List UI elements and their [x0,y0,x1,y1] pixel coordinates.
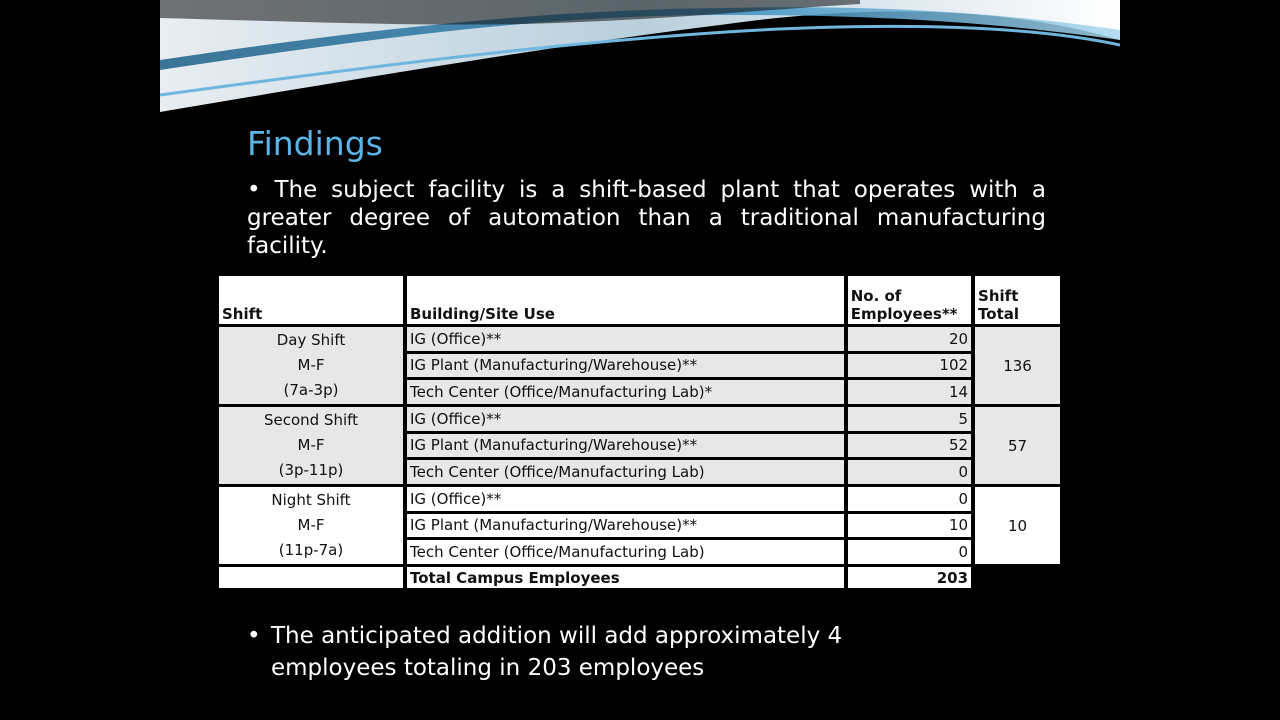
employees-cell: 0 [848,460,971,484]
bullet-addition [247,620,927,684]
use-cell: Tech Center (Office/Manufacturing Lab) [407,460,844,484]
use-cell: IG Plant (Manufacturing/Warehouse)** [407,354,844,378]
shift-cell [219,487,403,564]
shift-cell [219,327,403,404]
shift-total-cell: 57 [975,407,1060,484]
employees-cell: 20 [848,327,971,351]
total-blank [219,567,403,588]
employees-cell: 14 [848,380,971,404]
total-empty [975,567,1060,588]
shift-total-cell: 136 [975,327,1060,404]
bullet-addition-text: The anticipated addition will add approximately 4 employees totaling in 203 employees [271,623,843,681]
employees-cell: 102 [848,354,971,378]
wave-banner [160,0,1120,115]
employees-cell: 0 [848,540,971,564]
total-value: 203 [848,567,971,588]
shift-name: Night Shift [271,491,351,509]
table-row [219,487,1060,511]
slide [160,0,1120,720]
header-row [219,276,1060,324]
slide-title: Findings [247,124,383,163]
employees-cell: 52 [848,434,971,458]
total-label: Total Campus Employees [407,567,844,588]
shift-days: M-F [297,356,325,374]
shift-total-cell: 10 [975,487,1060,564]
table-row [219,327,1060,351]
header-shift: Shift [219,276,403,324]
use-cell: IG (Office)** [407,407,844,431]
shift-hours: (7a-3p) [283,381,339,399]
total-row [219,567,1060,588]
bullet-facility: • The subject facility is a shift-based plant that operates with a greater degree of automation than a traditional manufacturing facility. [247,177,1046,259]
employees-cell: 5 [848,407,971,431]
shift-days: M-F [297,436,325,454]
bullet-marker: • [247,623,261,649]
use-cell: Tech Center (Office/Manufacturing Lab)* [407,380,844,404]
use-cell: IG Plant (Manufacturing/Warehouse)** [407,434,844,458]
table-row [219,407,1060,431]
use-cell: IG Plant (Manufacturing/Warehouse)** [407,514,844,538]
use-cell: IG (Office)** [407,487,844,511]
shift-cell [219,407,403,484]
header-shift-total: Shift Total [975,276,1060,324]
shift-name: Day Shift [276,331,346,349]
shift-hours: (11p-7a) [278,541,344,559]
shift-days: M-F [297,516,325,534]
employee-table [215,273,1064,591]
employees-cell: 10 [848,514,971,538]
use-cell: Tech Center (Office/Manufacturing Lab) [407,540,844,564]
header-employees: No. of Employees** [848,276,971,324]
employee-table-wrap [215,273,1065,589]
shift-name: Second Shift [263,411,359,429]
shift-hours: (3p-11p) [278,461,344,479]
use-cell: IG (Office)** [407,327,844,351]
header-building-use: Building/Site Use [407,276,844,324]
employees-cell: 0 [848,487,971,511]
